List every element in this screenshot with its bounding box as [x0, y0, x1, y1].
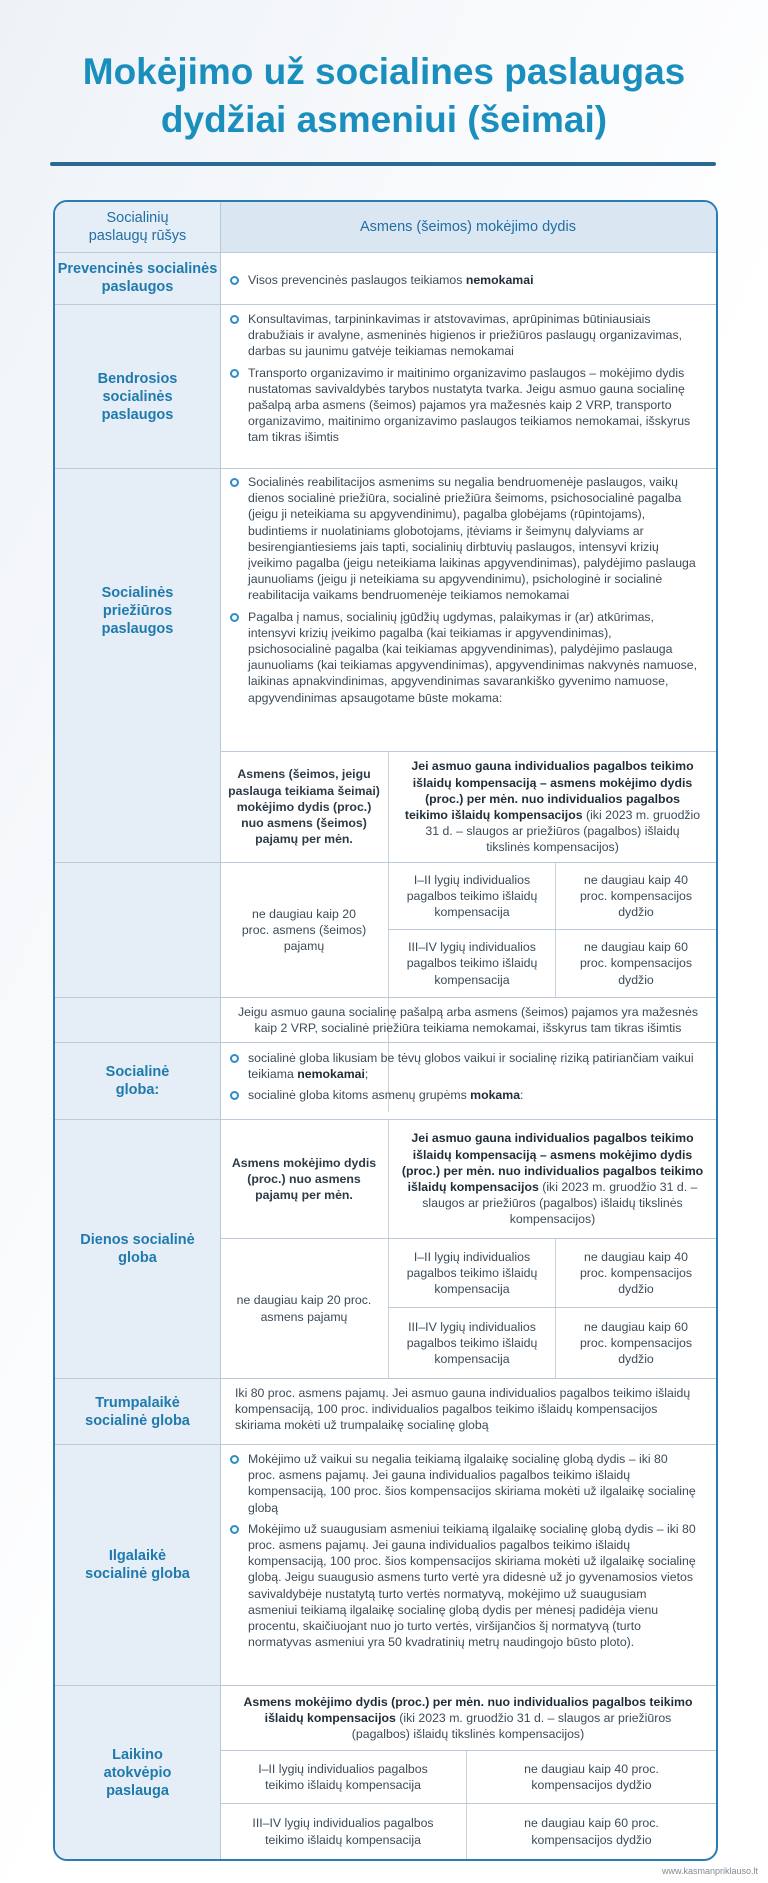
- category-dienos: Dienos socialinė globa: [80, 1232, 195, 1266]
- category-bendrosios: Bendrosios socialinės paslaugos: [97, 371, 178, 423]
- list-item: Transporto organizavimo ir maitinimo organizavimo paslaugos – mokėjimo dydis nustatomas savivaldybės tarybos nustatyta tvarka. Jeigu asmuo gauna socialinę pašalpą arba asmens (šeimos) pajamos yra mažesnės kaip 2 VRP, transporto organizavimo, maitinimo organizavimo paslaugos teikiamos nemokamai, išskyrus tam tikras išimtis: [228, 365, 698, 446]
- prevencines-list: [228, 272, 698, 293]
- list-item: Mokėjimo už vaikui su negalia teikiamą ilgalaikę socialinę globą dydis – iki 80 proc. asmens pajamų. Jei gauna individualios pagalbos teikimo išlaidų kompensaciją, 100 proc. šios kompensacijos skiriama mokėti už ilgalaikę socialinę globą: [228, 1451, 698, 1516]
- list-item: Visos prevencinės paslaugos teikiamos nemokamai: [228, 272, 698, 288]
- dienos-left-value: ne daugiau kaip 20 proc. asmens pajamų: [236, 1293, 372, 1324]
- prieziuros-left-value: ne daugiau kaip 20 proc. asmens (šeimos) pajamų: [241, 906, 367, 954]
- title-divider: [50, 162, 716, 166]
- prieziuros-subheader-left: Asmens (šeimos, jeigu paslauga teikiama šeimai) mokėjimo dydis (proc.) nuo asmens (šeimos) pajamų per mėn.: [228, 767, 380, 847]
- atokvepio-value-1: ne daugiau kaip 40 proc. kompensacijos dydžio: [524, 1761, 659, 1792]
- prieziuros-note: Jeigu asmuo gauna socialinę pašalpą arba asmens (šeimos) pajamos yra mažesnės kaip 2 VRP, socialinė priežiūra teikiama nemokamai, išskyrus tam tikras išimtis: [237, 1004, 698, 1035]
- list-item: socialinė globa likusiam be tėvų globos vaikui ir socialinę riziką patiriančiam vaikui teikiama nemokamai;: [228, 1050, 698, 1082]
- dienos-subheader-right: Jei asmuo gauna individualios pagalbos teikimo išlaidų kompensaciją – asmens mokėjimo dydis (proc.) per mėn. nuo individualios pagalbos teikimo išlaidų kompensacijos (iki 2023 m. gruodžio 31 d. – slaugos ar priežiūros (pagalbos) išlaidų tikslinės kompensacijos): [401, 1131, 704, 1227]
- header-category: Socialinių paslaugų rūšys: [88, 210, 187, 244]
- dienos-value-1: ne daugiau kaip 40 proc. kompensacijos dydžio: [579, 1249, 693, 1297]
- category-prevencines: Prevencinės socialinės paslaugos: [57, 261, 218, 295]
- ilgalaike-list: [228, 1451, 698, 1655]
- category-prieziuros: Socialinės priežiūros paslaugos: [101, 585, 174, 637]
- page-title: Mokėjimo už socialines paslaugas dydžiai asmeniui (šeimai): [82, 51, 686, 140]
- list-item: Pagalba į namus, socialinių įgūdžių ugdymas, palaikymas ir (ar) atkūrimas, intensyvi krizių įveikimo pagalba (kai teikiamas ir apgyvendinimas), psichosocialinė pagalba (kai teikiamas apgyvendinimas), palydėjimo paslauga jaunuoliams (kai teikiamas apgyvendinimas), apgyvendinimas nakvynės namuose, laikinas apnakvindinimas, apgyvendinimas savarankiško gyvenimo namuose, apgyvendinimas apsaugotame būste mokama:: [228, 609, 698, 706]
- atokvepio-header: Asmens mokėjimo dydis (proc.) per mėn. nuo individualios pagalbos teikimo išlaidų kompensacijos (iki 2023 m. gruodžio 31 d. – slaugos ar priežiūros (pagalbos) išlaidų tikslinės kompensacijos): [243, 1694, 693, 1742]
- category-ilgalaike: Ilgalaikė socialinė globa: [85, 1548, 190, 1582]
- list-item: Konsultavimas, tarpininkavimas ir atstovavimas, aprūpinimas būtiniausiais drabužiais ir avalyne, asmeninės higienos ir priežiūros paslaugų organizavimas, darbas su jaunimu gatvėje teikiamas nemokamai: [228, 311, 698, 360]
- atokvepio-level-1: I–II lygių individualios pagalbos teikimo išlaidų kompensacija: [258, 1761, 428, 1792]
- divider: [220, 202, 221, 1859]
- dienos-level-1: I–II lygių individualios pagalbos teikimo išlaidų kompensacija: [406, 1249, 538, 1297]
- header-payment: Asmens (šeimos) mokėjimo dydis: [220, 202, 716, 252]
- prieziuros-subheader-right: Jei asmuo gauna individualios pagalbos teikimo išlaidų kompensaciją – asmens mokėjimo dydis (proc.) per mėn. nuo individualios pagalbos teikimo išlaidų kompensacijos (iki 2023 m. gruodžio 31 d. – slaugos ar priežiūros (pagalbos) išlaidų tikslinės kompensacijos): [404, 759, 701, 855]
- dienos-level-2: III–IV lygių individualios pagalbos teikimo išlaidų kompensacija: [406, 1319, 538, 1367]
- prieziuros-level-1: I–II lygių individualios pagalbos teikimo išlaidų kompensacija: [406, 872, 538, 920]
- atokvepio-level-2: III–IV lygių individualios pagalbos teikimo išlaidų kompensacija: [252, 1816, 434, 1847]
- trumpalaike-text: Iki 80 proc. asmens pajamų. Jei asmuo gauna individualios pagalbos teikimo išlaidų kompensaciją, 100 proc. individualios pagalbos teikimo išlaidų kompensacijos skiriama mokėti už trumpalaikę socialinę globą: [235, 1386, 691, 1433]
- list-item: Socialinės reabilitacijos asmenims su negalia bendruomenėje paslaugos, vaikų dienos socialinė priežiūra, socialinė priežiūra šeimoms, psichosocialinė pagalba (jeigu ji neteikiama su apgyvendinimu), pagalba globėjams (rūpintojams), budintiems ir nuolatiniams globotojams, įtėviams ir šeimynų dalyviams ar besirengiantiesiems jais tapti, socialinių dirbtuvių paslaugos, intensyvi krizių įveikimo pagalba (jeigu neteikiama laikinas apgyvendinimas), palydėjimo paslauga jaunuoliams (jeigu ji neteikiama su apgyvendinimu), psichologinė ir socialinė reabilitacija vaikams bendruomenėje teikiamos nemokamai: [228, 474, 698, 604]
- globa-list: [228, 1050, 698, 1109]
- prieziuros-list: [228, 474, 698, 711]
- bendrosios-list: [228, 311, 698, 451]
- category-trumpalaike: Trumpalaikė socialinė globa: [85, 1394, 190, 1429]
- dienos-subheader-left: Asmens mokėjimo dydis (proc.) nuo asmens pajamų per mėn.: [231, 1155, 377, 1203]
- atokvepio-value-2: ne daugiau kaip 60 proc. kompensacijos dydžio: [524, 1816, 659, 1847]
- prieziuros-value-2: ne daugiau kaip 60 proc. kompensacijos dydžio: [579, 940, 693, 987]
- category-atokvepio: Laikino atokvėpio paslauga: [103, 1746, 172, 1799]
- category-globa: Socialinė globa:: [105, 1064, 170, 1098]
- dienos-value-2: ne daugiau kaip 60 proc. kompensacijos dydžio: [579, 1319, 693, 1367]
- prieziuros-level-2: III–IV lygių individualios pagalbos teikimo išlaidų kompensacija: [406, 940, 538, 987]
- payment-table: [53, 200, 718, 1861]
- list-item: socialinė globa kitoms asmenų grupėms mokama:: [228, 1087, 698, 1103]
- list-item: Mokėjimo už suaugusiam asmeniui teikiamą ilgalaikę socialinę globą dydis – iki 80 proc. asmens pajamų. Jei gauna individualios pagalbos teikimo išlaidų kompensaciją, 100 proc. šios kompensacijos skiriama mokėti už ilgalaikę socialinę globą. Jeigu suaugusio asmens turto vertė yra didesnė už jo gyvenamosios vietos savivaldybėje nustatytą turto vertės normatyvą, mokėjimo už suaugusiam asmeniui teikiamą ilgalaikę socialinę globą dydis per mėnesį padidėja vienu procentu, skaičiuojant nuo jo turto vertės, viršijančios šį normatyvą (turto normatyvas asmeniui yra 50 kvadratinių metrų naudingojo būsto ploto).: [228, 1521, 698, 1651]
- footer-url[interactable]: www.kasmanpriklauso.lt: [661, 1866, 758, 1876]
- prieziuros-value-1: ne daugiau kaip 40 proc. kompensacijos dydžio: [579, 872, 693, 920]
